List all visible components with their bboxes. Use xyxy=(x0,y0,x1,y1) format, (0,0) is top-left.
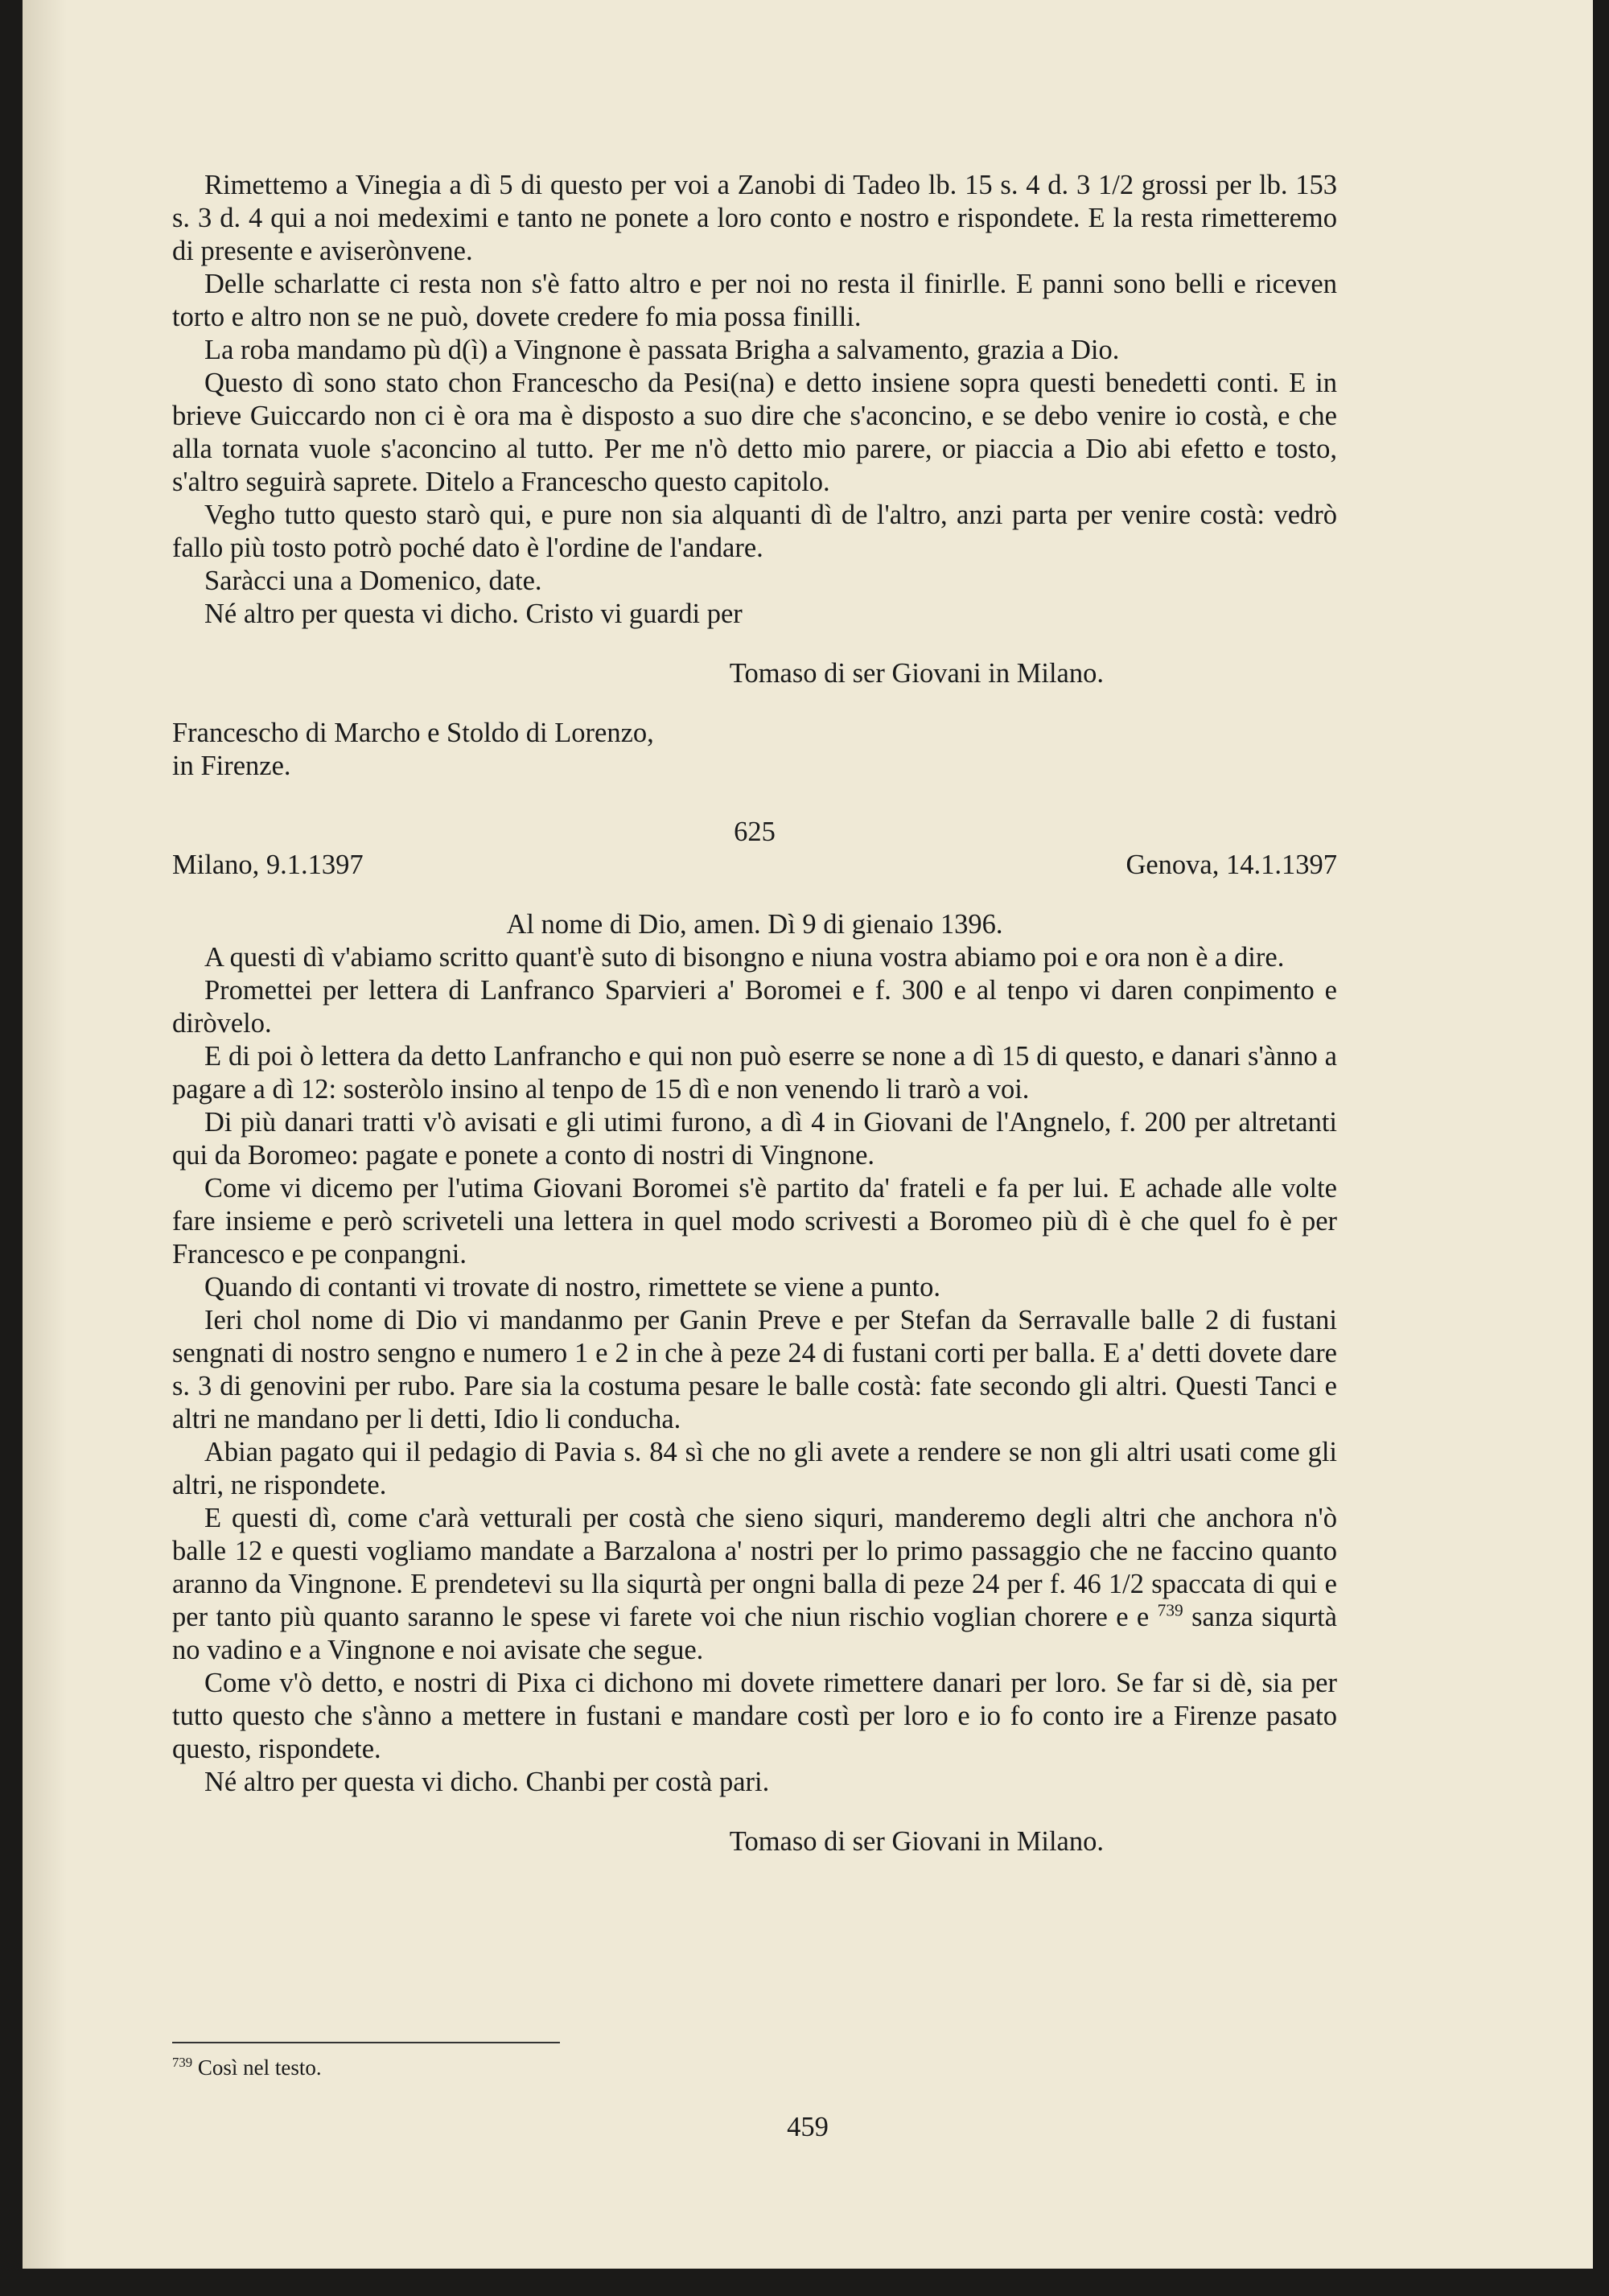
footnote xyxy=(172,2055,322,2080)
letter-624-continuation xyxy=(172,169,1337,1858)
paragraph: Né altro per questa vi dicho. Cristo vi guardi per xyxy=(204,599,743,629)
paragraph: Come v'ò detto, e nostri di Pixa ci dichono mi dovete rimettere danari per loro. Se far si dè, sia per tutto questo che s'ànno a mettere in fustani e mandare costì per loro e io fo conto ire a Firenze pasato questo, rispondete. xyxy=(172,1668,1337,1764)
paragraph: Delle scharlatte ci resta non s'è fatto altro e per noi no resta il finirlle. E panni sono belli e riceven torto e altro non se ne può, dovete credere fo mia possa finilli. xyxy=(172,269,1337,332)
paragraph: Quando di contanti vi trovate di nostro, rimettete se viene a punto. xyxy=(204,1272,940,1302)
footnote-reference: 739 xyxy=(1157,1600,1183,1620)
paragraph-text: E questi dì, come c'arà vetturali per costà che sieno siquri, manderemo degli altri che anchora n'ò balle 12 e questi vogliamo mandate a Barzalona a' nostri per lo primo passaggio che ne faccino quanto aranno da Vingnone. E prendetevi su lla siqurtà per ongni balla di peze 24 per f. 46 1/2 spaccata di qui e per tanto più quanto saranno le spese vi farete voi che niun rischio voglian chorere e e xyxy=(172,1503,1337,1632)
paragraph: Né altro per questa vi dicho. Chanbi per costà pari. xyxy=(204,1767,770,1797)
paragraph xyxy=(172,1502,1337,1667)
page-gutter-shadow xyxy=(23,0,67,2269)
address-line: in Firenze. xyxy=(172,751,291,781)
book-page xyxy=(23,0,1593,2269)
paragraph: Ieri chol nome di Dio vi mandanmo per Ganin Preve e per Stefan da Serravalle balle 2 di fustani sengnati di nostro sengno e numero 1 e 2 in che à peze 24 di fustani corti per balla. E a' detti dovete dare s. 3 di genovini per rubo. Pare sia la costuma pesare le balle costà: fate secondo gli altri. Questi Tanci e altri ne mandano per li detti, Idio li conducha. xyxy=(172,1305,1337,1434)
paragraph: Vegho tutto questo starò qui, e pure non sia alquanti dì de l'altro, anzi parta per venire costà: vedrò fallo più tosto potrò poché dato è l'ordine de l'andare. xyxy=(172,500,1337,563)
paragraph-text: sanza siqurtà no vadino e a Vingnone e noi avisate che segue. xyxy=(172,1602,1337,1665)
paragraph: E di poi ò lettera da detto Lanfrancho e qui non può eserre se none a dì 15 di questo, e danari s'ànno a pagare a dì 12: sosteròlo insino al tenpo de 15 dì e non venendo li trarò a voi. xyxy=(172,1041,1337,1105)
paragraph: Come vi dicemo per l'utima Giovani Boromei s'è partito da' frateli e fa per lui. E achade alle volte fare insieme e però scriveteli una lettera in quel modo scrivesti a Boromeo più dì è che quel fo è per Francesco e pe conpangni. xyxy=(172,1173,1337,1269)
letter-opening: Al nome di Dio, amen. Dì 9 di gienaio 1396. xyxy=(506,909,1003,940)
paragraph: Saràcci una a Domenico, date. xyxy=(204,566,542,596)
paragraph: Promettei per lettera di Lanfranco Sparvieri a' Boromei e f. 300 e al tenpo vi daren conpimento e diròvelo. xyxy=(172,975,1337,1039)
paragraph: La roba mandamo pù d(ì) a Vingnone è passata Brigha a salvamento, grazia a Dio. xyxy=(204,335,1120,365)
footnote-number: 739 xyxy=(172,2055,193,2070)
letter-number: 625 xyxy=(734,817,776,847)
footnote-divider xyxy=(172,2042,560,2043)
letter-header xyxy=(172,849,1337,882)
sender-place-date: Milano, 9.1.1397 xyxy=(172,850,364,880)
signature: Tomaso di ser Giovani in Milano. xyxy=(729,1826,1104,1857)
paragraph: A questi dì v'abiamo scritto quant'è suto di bisongno e niuna vostra abiamo poi e ora non è a dire. xyxy=(204,942,1285,973)
address-line: Francescho di Marcho e Stoldo di Lorenzo, xyxy=(172,718,654,748)
page-number: 459 xyxy=(787,2112,829,2142)
footnote-text: Così nel testo. xyxy=(197,2055,322,2080)
paragraph: Rimettemo a Vinegia a dì 5 di questo per voi a Zanobi di Tadeo lb. 15 s. 4 d. 3 1/2 grossi per lb. 153 s. 3 d. 4 qui a noi medeximi e tanto ne ponete a loro conto e nostro e rispondete. E la resta rimetteremo di presente e aviserònvene. xyxy=(172,170,1337,266)
paragraph: Di più danari tratti v'ò avisati e gli utimi furono, a dì 4 in Giovani de l'Angnelo, f. 200 per altretanti qui da Boromeo: pagate e ponete a conto di nostri di Vingnone. xyxy=(172,1107,1337,1171)
paragraph: Questo dì sono stato chon Francescho da Pesi(na) e detto insiene sopra questi benedetti conti. E in brieve Guiccardo non ci è ora ma è disposto a suo dire che s'aconcino, e se debo venire io costà, e che alla tornata vuole s'aconcino al tutto. Per me n'ò detto mio parere, or piaccia a Dio abi efetto e tosto, s'altro seguirà saprete. Ditelo a Francescho questo capitolo. xyxy=(172,368,1337,497)
signature: Tomaso di ser Giovani in Milano. xyxy=(729,658,1104,689)
recipient-place-date: Genova, 14.1.1397 xyxy=(1125,850,1337,880)
paragraph: Abian pagato qui il pedagio di Pavia s. 84 sì che no gli avete a rendere se non gli altri usati come gli altri, ne rispondete. xyxy=(172,1437,1337,1500)
